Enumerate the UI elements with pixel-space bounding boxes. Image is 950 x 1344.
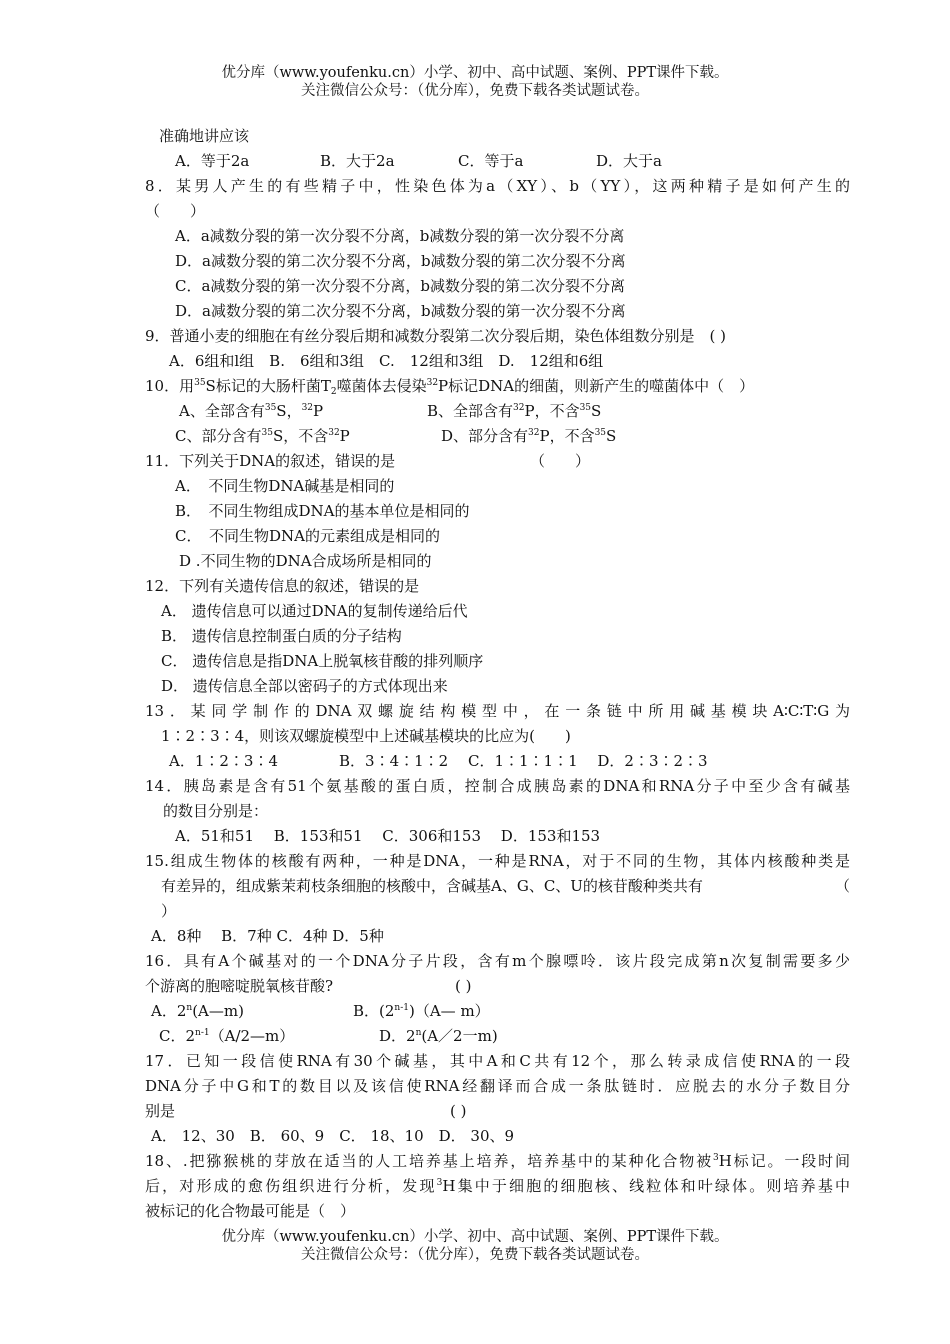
q13-options: A．1∶2∶3∶4 B．3∶4∶1∶2 C．1∶1∶1∶1 D．2∶3∶2∶3 bbox=[169, 752, 708, 770]
q16-paren: ( ) bbox=[455, 977, 472, 995]
q16-options-ab bbox=[145, 999, 850, 1024]
q7-option-a: A．等于2a bbox=[175, 152, 250, 170]
q10-option-d: D、部分含有$^{32}$P，不含$^{35}$S bbox=[441, 427, 617, 445]
q10-option-a: A、全部含有$^{35}$S，$^{32}$P bbox=[179, 402, 324, 420]
q16-option-b: B．(2$^{n-1}$)（A— m） bbox=[353, 1002, 490, 1020]
q12-option-d: D． 遗传信息全部以密码子的方式体现出来 bbox=[161, 677, 448, 695]
q17-continuation-1: DNA分子中G和T的数目以及该信使RNA经翻译而合成一条肽链时．应脱去的水分子数目分 bbox=[145, 1077, 850, 1095]
q7-option-b: B．大于2a bbox=[320, 152, 395, 170]
q8-paren: （ ） bbox=[145, 202, 206, 220]
q17-options: A． 12、30 B． 60、9 C． 18、10 D． 30、9 bbox=[151, 1127, 515, 1145]
q7-options bbox=[145, 149, 850, 174]
q12-option-b: B． 遗传信息控制蛋白质的分子结构 bbox=[161, 627, 402, 645]
q11-paren: （ ） bbox=[530, 452, 591, 470]
q11-stem: 11．下列关于DNA的叙述，错误的是 （ ） bbox=[145, 452, 591, 470]
q18-continuation-2: 被标记的化合物最可能是（ ） bbox=[145, 1202, 356, 1220]
q16-options-cd bbox=[145, 1024, 850, 1049]
q8-option-4: D．a减数分裂的第二次分裂不分离，b减数分裂的第一次分裂不分离 bbox=[175, 302, 626, 320]
q14-stem: 14．胰岛素是含有51个氨基酸的蛋白质，控制合成胰岛素的DNA和RNA分子中至少含有碱基 bbox=[145, 777, 850, 795]
q13-continuation: 1∶2∶3∶4，则该双螺旋模型中上述碱基模块的比应为( ) bbox=[161, 727, 571, 745]
q12-option-a: A． 遗传信息可以通过DNA的复制传递给后代 bbox=[161, 602, 468, 620]
q17-paren: ( ) bbox=[450, 1102, 467, 1120]
q7-option-d: D．大于a bbox=[596, 152, 662, 170]
q9-stem: 9．普通小麦的细胞在有丝分裂后期和减数分裂第二次分裂后期，染色体组数分别是 ( ) bbox=[145, 327, 727, 345]
q17-stem: 17．已知一段信使RNA有30个碱基，其中A和C共有12个，那么转录成信使RNA的一段 bbox=[145, 1052, 850, 1070]
q18-continuation-1: 后，对形成的愈伤组织进行分析，发现$^3$H集中于细胞的细胞核、线粒体和叶绿体。则培养基中 bbox=[145, 1177, 850, 1195]
q16-option-a: A．2$^n$(A—m) bbox=[151, 1002, 244, 1020]
q13-stem: 13．某同学制作的DNA双螺旋结构模型中，在一条链中所用碱基模块A∶C∶T∶G为 bbox=[145, 702, 850, 720]
q16-continuation: 个游离的胞嘧啶脱氧核苷酸? ( ) bbox=[145, 977, 472, 995]
q12-option-c: C． 遗传信息是指DNA上脱氧核苷酸的排列顺序 bbox=[161, 652, 484, 670]
header-line-2: 关注微信公众号：（优分库），免费下载各类试题试卷。 bbox=[301, 83, 649, 99]
q16-option-c: C．2$^{n-1}$（A/2—m） bbox=[159, 1027, 295, 1045]
q8-option-2: D．a减数分裂的第二次分裂不分离，b减数分裂的第二次分裂不分离 bbox=[175, 252, 626, 270]
q15-paren-close: ） bbox=[161, 902, 177, 920]
q8-option-3: C．a减数分裂的第一次分裂不分离，b减数分裂的第二次分裂不分离 bbox=[175, 277, 626, 295]
q16-option-d: D．2$^n$(A／2一m) bbox=[379, 1027, 498, 1045]
q11-option-c: C． 不同生物DNA的元素组成是相同的 bbox=[175, 527, 440, 545]
q14-continuation: 的数目分别是： bbox=[163, 802, 269, 820]
q10-option-c: C、部分含有$^{35}$S，不含$^{32}$P bbox=[175, 427, 350, 445]
q9-options: A．6组和l组 B. 6组和3组 C. 12组和3组 D. 12组和6组 bbox=[169, 352, 604, 370]
q16-stem: 16．具有A个碱基对的一个DNA分子片段，含有m个腺嘌呤．该片段完成第n次复制需要多少 bbox=[145, 952, 850, 970]
q15-stem: 15.组成生物体的核酸有两种，一种是DNA，一种是RNA，对于不同的生物，其体内核酸种类是 bbox=[145, 852, 850, 870]
footer-line-2: 关注微信公众号：（优分库），免费下载各类试题试卷。 bbox=[301, 1247, 649, 1263]
q8-option-1: A．a减数分裂的第一次分裂不分离，b减数分裂的第一次分裂不分离 bbox=[175, 227, 625, 245]
q7-option-c: C．等于a bbox=[458, 152, 524, 170]
q10-option-b: B、全部含有$^{32}$P，不含$^{35}$S bbox=[427, 402, 602, 420]
q15-options: A．8种 B．7种 C．4种 D．5种 bbox=[151, 927, 384, 945]
header-line-1: 优分库（www.youfenku.cn）小学、初中、高中试题、案例、PPT课件下载。 bbox=[221, 65, 729, 81]
q11-option-d: D .不同生物的DNA合成场所是相同的 bbox=[179, 552, 432, 570]
q11-option-b: B． 不同生物组成DNA的基本单位是相同的 bbox=[175, 502, 470, 520]
q10-stem: 10．用$^{35}$S标记的大肠杆菌$T_2$噬菌体去侵染$^{32}$P标记DNA的细菌，则新产生的噬菌体中（ ） bbox=[145, 377, 755, 397]
question-content bbox=[145, 124, 850, 1224]
page-header bbox=[0, 64, 950, 100]
q7-continuation: 准确地讲应该 bbox=[159, 127, 250, 145]
q12-stem: 12．下列有关遗传信息的叙述，错误的是 bbox=[145, 577, 420, 595]
q17-continuation-2: 别是 ( ) bbox=[145, 1102, 467, 1120]
footer-line-1: 优分库（www.youfenku.cn）小学、初中、高中试题、案例、PPT课件下载。 bbox=[221, 1229, 729, 1245]
q10-options-ab bbox=[145, 399, 850, 424]
q10-options-cd bbox=[145, 424, 850, 449]
page-footer bbox=[0, 1228, 950, 1264]
q18-stem: 18、.把猕猴桃的芽放在适当的人工培养基上培养，培养基中的某种化合物被$^3$H标记。一段时间 bbox=[145, 1152, 850, 1170]
q8-stem: 8．某男人产生的有些精子中，性染色体为a（XY）、b（YY），这两种精子是如何产生的 bbox=[145, 177, 850, 195]
q15-continuation: 有差异的，组成紫茉莉枝条细胞的核酸中，含碱基A、G、C、U的核苷酸种类共有 （ bbox=[161, 877, 850, 895]
q11-option-a: A． 不同生物DNA碱基是相同的 bbox=[175, 477, 395, 495]
q14-options: A．51和51 B．153和51 C．306和153 D．153和153 bbox=[175, 827, 601, 845]
